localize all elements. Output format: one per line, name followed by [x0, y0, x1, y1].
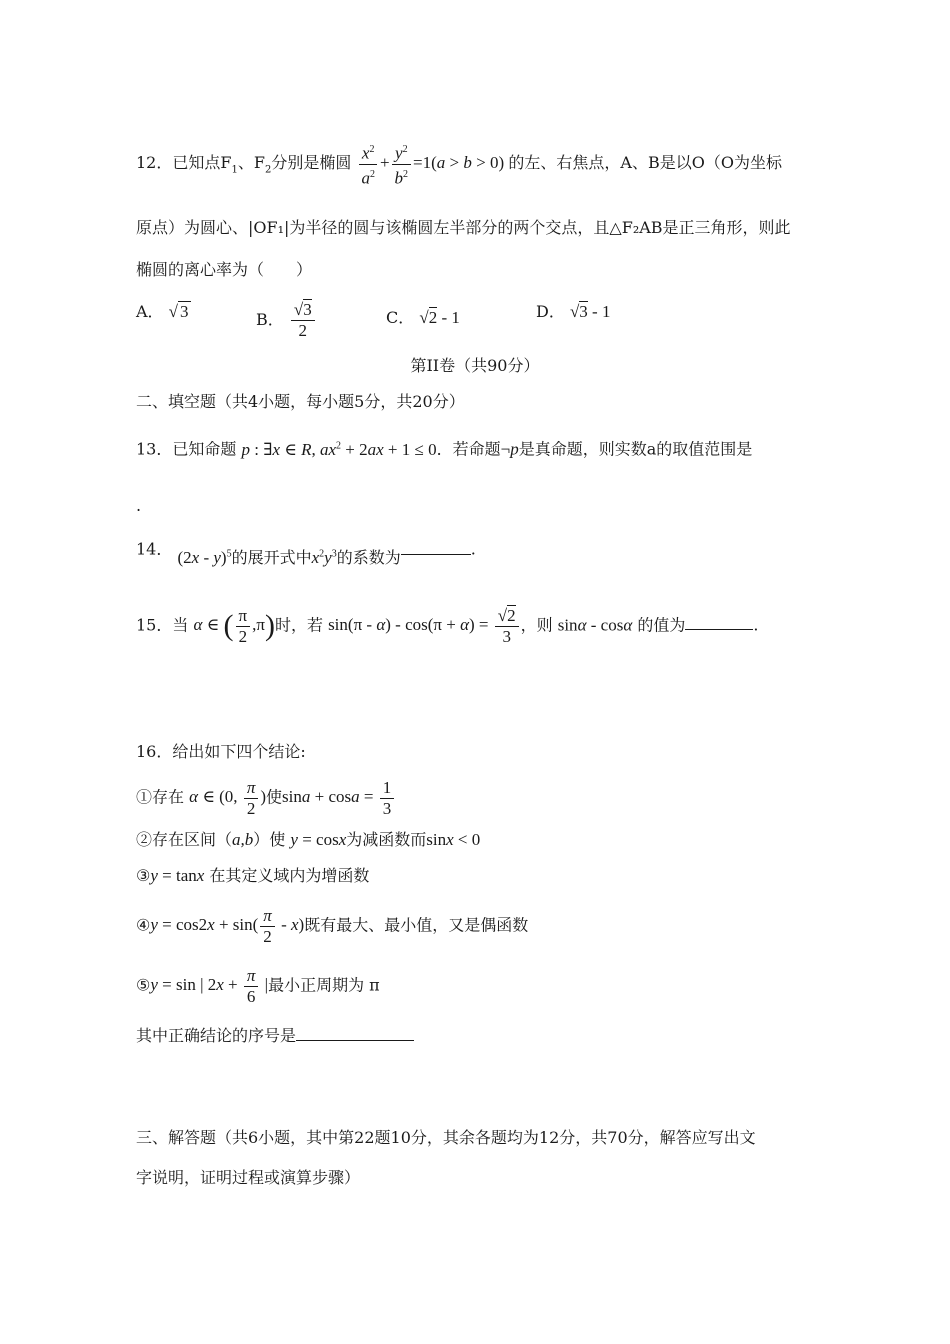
answer-blank[interactable] — [685, 629, 753, 630]
ellipse-equation: $\frac{x^2}{a^2}$ + $\frac{y^2}{b^2}$ =1(a > b > 0) — [356, 153, 508, 172]
q12-option-c: C． √2 - 1 — [386, 308, 460, 327]
q12-line3: 椭圆的离心率为（ ） — [136, 260, 313, 279]
section3-heading-line2: 字说明，证明过程或演算步骤） — [136, 1168, 361, 1187]
q14-line: 14． (2x - y)$^5$的展开式中$x^2y^3$的系数为 . — [136, 539, 476, 567]
question-number: 12． — [136, 153, 173, 173]
proposition-p: p : ∃x ∈ R, $ax^2 + 2ax + 1 \le 0$ — [241, 439, 437, 459]
section2-title: 第II卷（共90分） — [410, 356, 540, 375]
q16-item-3: ③y = tanx 在其定义域内为增函数 — [136, 866, 370, 885]
q12-option-b: B． $\frac{√3}{2}$ — [256, 300, 317, 341]
q16-item-1: ①存在 α ∈ (0, $\frac{\pi}{2}$ )使sina + cosa = $\frac{1}{3}$ — [136, 778, 820, 819]
q15-line: 15．当 α ∈ ( $\frac{\pi}{2}$ ,π)时，若 sin(π - α) - cos(π + α) = $\frac{√2}{3}$ ，则 sinα - cosα 的值为 . — [136, 606, 759, 646]
q12-line2: 原点）为圆心、|OF₁|为半径的圆与该椭圆左半部分的两个交点，且△F₂AB是正三角形，则此 — [136, 218, 791, 237]
section3-heading-line1: 三、解答题（共6小题，其中第22题10分，其余各题均为12分，共70分，解答应写出文 — [136, 1128, 756, 1147]
q12-line1: 12．已知点$F_1$、$F_2$分别是椭圆 $\frac{x^2}{a^2}$ + $\frac{y^2}{b^2}$ =1(a > b > 0) 的左、右焦点，A、B是以O（O为坐标 — [136, 140, 820, 188]
q12-option-a: A． √ 3 — [136, 302, 189, 321]
q16-item-4: ④y = cos2x + sin( $\frac{\pi}{2}$ - x)既有最大、最小值，又是偶函数 — [136, 906, 529, 946]
q13-line1: 13．已知命题 p : ∃x ∈ R, $ax^2 + 2ax + 1 \le 0$．若命题¬p是真命题，则实数a的取值范围是 — [136, 439, 753, 459]
q16-intro: 16．给出如下四个结论: — [136, 742, 306, 761]
q16-item-5: ⑤y = sin | 2x + $\frac{\pi}{6}$ |最小正周期为 π — [136, 966, 380, 1006]
q13-period: . — [136, 496, 142, 515]
q16-item-2: ②存在区间（a,b）使 y = cosx为减函数而sinx < 0 — [136, 830, 481, 849]
section2-heading: 二、填空题（共4小题，每小题5分，共20分） — [136, 392, 465, 411]
answer-blank[interactable] — [296, 1040, 414, 1041]
q16-closing: 其中正确结论的序号是 — [136, 1024, 820, 1048]
answer-blank[interactable] — [401, 554, 471, 555]
q12-option-d: D． √3 - 1 — [536, 302, 611, 321]
